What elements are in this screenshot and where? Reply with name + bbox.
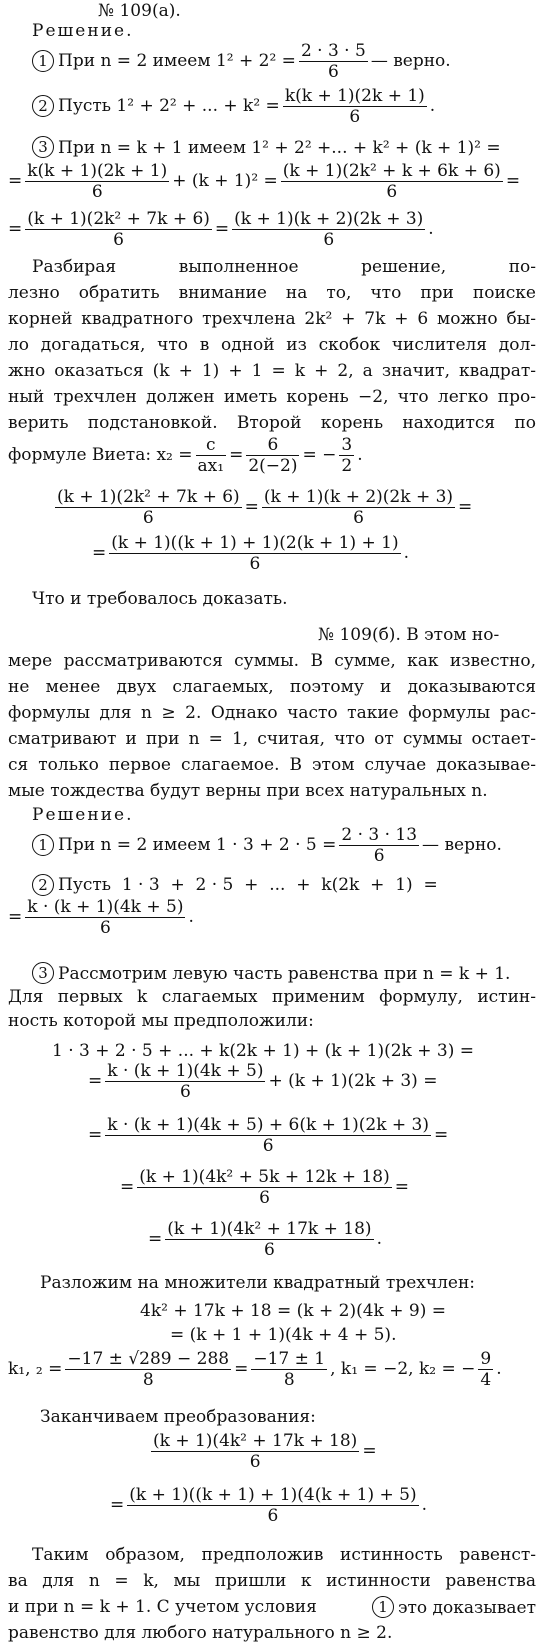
part-b-eq1: 1 · 3 + 2 · 5 + ... + k(2k + 1) + (k + 1)(2k + 3) = xyxy=(52,1041,474,1061)
part-a-step2: 2 Пусть 1² + 2² + ... + k² = $\frac{k(k + 1)(2k + 1)}{6}$ . xyxy=(32,84,435,128)
fraction: $\frac{(k + 1)((k + 1) + 1)(2(k + 1) + 1)}{6}$ xyxy=(111,532,399,574)
part-a-eq-line2: = $\frac{\text{(k + 1)(2k² + 7k + 6)}}{6}$ = $\frac{(k + 1)(k + 2)(2k + 3)}{6}$ . xyxy=(8,208,434,250)
fraction: $\frac{-17 \pm 1}{8}$ xyxy=(253,1348,326,1390)
part-b-eq2: = $\frac{k \cdot (k + 1)(4k + 5)}{6}$ + (k + 1)(2k + 3) = xyxy=(88,1060,438,1102)
solution-page: № 109(а). Решение. 1 При n = 2 имеем 1² + 2² = $\frac{2 \cdot 3 \cdot 5}{6}$ — верно. 2 Пусть 1² + 2² + ... + k² = $\frac{k(k + 1)(2k + 1)}{6}$ . 3 При n = k + 1 имеем 1² + 2² +... + k² + (k + 1)² = = $\frac{k(k + 1)(2k + 1)}{6}$ + (k + 1)² = $\frac{\text{(k + 1)(2k² + k + 6k + 6)}}{6}$ = = $\frac{\text{(k + 1)(2k² + 7k + 6)}}{6}$ = $\frac{(k + 1)(k + 2)(2k + 3)}{6}$ . Разбирая выполненное решение, по- лезно обратить внимание на то, что при поиске корней квадратного трехчлена 2k² + 7k + 6 можно бы- ло догадаться, что в одной из скобок числителя дол- жно оказаться (k + 1) + 1 = k + 2, а значит, квадрат- ный трехчлен должен иметь корень −2, что легко про- верить подстановкой. Второй корень находится по формуле Виета: x₂ = $\frac{c}{\text{ax₁}}$ = $\frac{6}{2(-2)}$ = − $\frac{3}{2}$ . $\frac{\text{(k + 1)(2k² + 7k + 6)}}{6}$ = $\frac{(k + 1)(k + 2)(2k + 3)}{6}$ = = $\frac{(k + 1)((k + 1) + 1)(2(k + 1) + 1)}{6}$ . Что и требовалось доказать. № 109(б). В этом но- мере рассматриваются суммы. В сумме, как известно, не менее двух слагаемых, поэтому и доказываются формулы для n ≥ 2. Однако часто такие формулы рас- сматривают и при n = 1, считая, что от суммы остает- ся только первое слагаемое. В этом случае доказывае- мые тождества будут верны при всех натуральных n. Решение. 1 При n = 2 имеем 1 · 3 + 2 · 5 = $\frac{2 \cdot 3 \cdot 13}{6}$ — верно. 2 Пусть 1 · 3 + 2 · 5 + ... + k(2k + 1) = = $\frac{k \cdot (k + 1)(4k + 5)}{6}$ . 3 Рассмотрим левую часть равенства при n = k + 1. Для первых k слагаемых применим формулу, истин- ность которой мы предположили: 1 · 3 + 2 · 5 + ... + k(2k + 1) + (k + 1)(2k + 3) = = $\frac{k \cdot (k + 1)(4k + 5)}{6}$ + (k + 1)(2k + 3) = = $\frac{k \cdot (k + 1)(4k + 5) + 6(k + 1)(2k + 3)}{6}$ = = $\frac{\text{(k + 1)(4k² + 5k + 12k + 18)}}{6}$ = = $\frac{\text{(k + 1)(4k² + 17k + 18)}}{6}$ . Разложим на множители квадратный трехчлен: 4k² + 17k + 18 = (k + 2)(4k + 9) = = (k + 1 + 1)(4k + 4 + 5). k₁, ₂ = $\frac{-17 \pm √289 - 288}{8}$ = $\frac{-17 \pm 1}{8}$ , k₁ = −2, k₂ = − $\frac{9}{4}$ . Заканчиваем преобразования: $\frac{\text{(k + 1)(4k² + 17k + 18)}}{6}$ = = $\frac{(k + 1)((k + 1) + 1)(4(k + 1) + 5)}{6}$ . Таким образом, предположив истинность равенст- ва для n = k, мы пришли к истинности равенства и при n = k + 1. С учетом условия 1 это доказывает равенство для любого натурального n ≥ 2. xyxy=(8,1,536,1643)
fraction: $\frac{2 \cdot 3 \cdot 13}{6}$ xyxy=(341,824,418,866)
fraction: $\frac{9}{4}$ xyxy=(480,1348,492,1390)
step-marker-2: 2 xyxy=(32,874,54,896)
part-b-step2: 2 Пусть 1 · 3 + 2 · 5 + ... + k(2k + 1) = xyxy=(32,874,536,896)
part-b-step3: 3 Рассмотрим левую часть равенства при n = k + 1. xyxy=(32,962,510,985)
part-b-eq3: = $\frac{k \cdot (k + 1)(4k + 5) + 6(k + 1)(2k + 3)}{6}$ = xyxy=(88,1114,449,1156)
fraction: $\frac{\text{(k + 1)(2k² + 7k + 6)}}{6}$ xyxy=(57,486,240,528)
part-a-title: № 109(а). xyxy=(98,1,181,21)
part-a-eq-line3: $\frac{\text{(k + 1)(2k² + 7k + 6)}}{6}$ = $\frac{(k + 1)(k + 2)(2k + 3)}{6}$ = xyxy=(57,486,473,528)
fraction: $\frac{6}{2(-2)}$ xyxy=(248,434,298,476)
factor-eq1: 4k² + 17k + 18 = (k + 2)(4k + 9) = xyxy=(140,1301,446,1321)
part-a-step1: 1 При n = 2 имеем 1² + 2² = $\frac{2 \cdot 3 \cdot 5}{6}$ — верно. xyxy=(32,38,451,84)
factor-eq2: = (k + 1 + 1)(4k + 4 + 5). xyxy=(170,1325,397,1345)
step-marker-1: 1 xyxy=(372,1596,394,1618)
fraction: $\frac{k(k + 1)(2k + 1)}{6}$ xyxy=(284,85,425,127)
fraction: $\frac{k \cdot (k + 1)(4k + 5) + 6(k + 1)(2k + 3)}{6}$ xyxy=(107,1114,429,1156)
part-a-eq-line4: = $\frac{(k + 1)((k + 1) + 1)(2(k + 1) + 1)}{6}$ . xyxy=(92,532,410,574)
part-a-qed: Что и требовалось доказать. xyxy=(32,589,288,609)
part-a-step3: 3 При n = k + 1 имеем 1² + 2² +... + k² + (k + 1)² = xyxy=(32,136,501,159)
step-marker-3: 3 xyxy=(32,136,54,158)
part-b-step3-line: Для первых k слагаемых применим формулу, истин- xyxy=(8,987,536,1007)
step-marker-2: 2 xyxy=(32,95,54,117)
vieta-formula: формуле Виета: x₂ = $\frac{c}{\text{ax₁}}$ = $\frac{6}{2(-2)}$ = − $\frac{3}{2}$ . xyxy=(8,434,363,476)
part-b-step3-line: ность которой мы предположили: xyxy=(8,1011,314,1031)
fraction: $\frac{(k + 1)(k + 2)(2k + 3)}{6}$ xyxy=(263,486,454,528)
fraction: $\frac{c}{\text{ax₁}}$ xyxy=(197,434,225,476)
fraction: $\frac{\text{(k + 1)(2k² + k + 6k + 6)}}{6}$ xyxy=(282,160,501,202)
part-b-solution-label: Решение. xyxy=(32,805,134,825)
step-marker-1: 1 xyxy=(32,834,54,856)
finish-text: Заканчиваем преобразования: xyxy=(40,1407,316,1427)
fraction: $\frac{k \cdot (k + 1)(4k + 5)}{6}$ xyxy=(107,1060,264,1102)
part-b-eq4: = $\frac{\text{(k + 1)(4k² + 5k + 12k + 18)}}{6}$ = xyxy=(120,1166,409,1208)
step-marker-3: 3 xyxy=(32,962,54,984)
fraction: $\frac{k \cdot (k + 1)(4k + 5)}{6}$ xyxy=(27,896,184,938)
fraction: $\frac{3}{2}$ xyxy=(341,434,353,476)
fraction: $\frac{-17 \pm √289 - 288}{8}$ xyxy=(67,1348,230,1390)
fraction: $\frac{(k + 1)((k + 1) + 1)(4(k + 1) + 5)}{6}$ xyxy=(129,1484,417,1526)
fraction: $\frac{\text{(k + 1)(4k² + 5k + 12k + 18)}}{6}$ xyxy=(139,1166,390,1208)
fraction: $\frac{k(k + 1)(2k + 1)}{6}$ xyxy=(27,160,168,202)
roots-formula: k₁, ₂ = $\frac{-17 \pm √289 - 288}{8}$ = $\frac{-17 \pm 1}{8}$ , k₁ = −2, k₂ = − $\frac{9}{4}$ . xyxy=(8,1348,502,1390)
final-eq1: $\frac{\text{(k + 1)(4k² + 17k + 18)}}{6}$ = xyxy=(153,1430,377,1472)
part-b-step1: 1 При n = 2 имеем 1 · 3 + 2 · 5 = $\frac{2 \cdot 3 \cdot 13}{6}$ — верно. xyxy=(32,822,502,868)
fraction: $\frac{\text{(k + 1)(4k² + 17k + 18)}}{6}$ xyxy=(167,1218,372,1260)
part-b-eq5: = $\frac{\text{(k + 1)(4k² + 17k + 18)}}{6}$ . xyxy=(148,1218,382,1260)
fraction: $\frac{2 \cdot 3 \cdot 5}{6}$ xyxy=(300,40,366,82)
factor-text: Разложим на множители квадратный трехчлен: xyxy=(40,1273,476,1293)
fraction: $\frac{(k + 1)(k + 2)(2k + 3)}{6}$ xyxy=(234,208,424,250)
part-a-solution-label: Решение. xyxy=(32,21,134,41)
part-a-eq-line1: = $\frac{k(k + 1)(2k + 1)}{6}$ + (k + 1)² = $\frac{\text{(k + 1)(2k² + k + 6k + 6)}}{6}$ = xyxy=(8,160,521,202)
part-b-step2-frac: = $\frac{k \cdot (k + 1)(4k + 5)}{6}$ . xyxy=(8,896,194,938)
step-marker-1: 1 xyxy=(32,50,54,72)
fraction: $\frac{\text{(k + 1)(2k² + 7k + 6)}}{6}$ xyxy=(27,208,210,250)
fraction: $\frac{\text{(k + 1)(4k² + 17k + 18)}}{6}$ xyxy=(153,1430,358,1472)
final-eq2: = $\frac{(k + 1)((k + 1) + 1)(4(k + 1) + 5)}{6}$ . xyxy=(110,1484,428,1526)
